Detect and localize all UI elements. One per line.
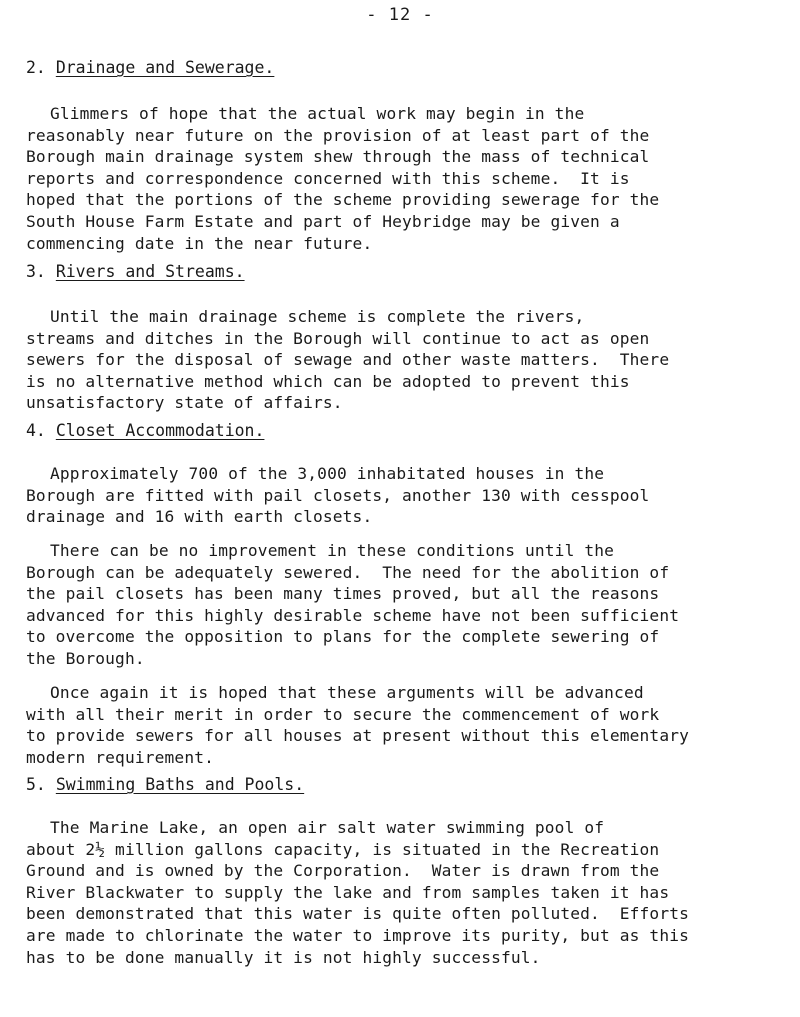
text-line: to provide sewers for all houses at present without this elementary xyxy=(26,726,690,746)
paragraph xyxy=(26,463,796,528)
text-line: with all their merit in order to secure the commencement of work xyxy=(26,704,660,724)
text-line: advanced for this highly desirable scheme have not been sufficient xyxy=(26,605,680,625)
paragraph xyxy=(26,103,796,254)
text-line: Approximately 700 of the 3,000 inhabitated houses in the xyxy=(50,464,605,483)
section-heading-swimming xyxy=(26,774,304,795)
text-line: the Borough. xyxy=(26,648,145,668)
text-line: Until the main drainage scheme is complete the rivers, xyxy=(50,307,585,326)
section-number: 4. xyxy=(26,421,46,440)
page-number: - 12 - xyxy=(366,5,434,25)
text-line: about 2½ million gallons capacity, is situated in the Recreation xyxy=(26,839,660,859)
text-line: been demonstrated that this water is quite often polluted. Efforts xyxy=(26,904,690,924)
text-line: The Marine Lake, an open air salt water swimming pool of xyxy=(50,818,605,837)
paragraph xyxy=(26,682,796,768)
section-title: Swimming Baths and Pools. xyxy=(55,775,305,794)
section-number: 3. xyxy=(26,262,46,281)
text-line: streams and ditches in the Borough will continue to act as open xyxy=(26,328,650,348)
section-title: Rivers and Streams. xyxy=(55,262,245,281)
text-line: Borough main drainage system shew through the mass of technical xyxy=(26,147,650,167)
text-line: is no alternative method which can be adopted to prevent this xyxy=(26,371,630,391)
text-line: modern requirement. xyxy=(26,747,215,767)
text-line: reports and correspondence concerned with this scheme. It is xyxy=(26,168,630,188)
section-title: Drainage and Sewerage. xyxy=(55,58,275,77)
section-heading-drainage xyxy=(26,57,274,78)
text-line: has to be done manually it is not highly successful. xyxy=(26,947,541,967)
text-line: unsatisfactory state of affairs. xyxy=(26,393,343,413)
text-line: reasonably near future on the provision of at least part of the xyxy=(26,125,650,145)
section-number: 5. xyxy=(26,775,46,794)
text-line: River Blackwater to supply the lake and from samples taken it has xyxy=(26,882,670,902)
text-line: Ground and is owned by the Corporation. Water is drawn from the xyxy=(26,861,660,881)
text-line: There can be no improvement in these conditions until the xyxy=(50,541,615,560)
section-number: 2. xyxy=(26,58,46,77)
text-line: the pail closets has been many times proved, but all the reasons xyxy=(26,584,660,604)
text-line: drainage and 16 with earth closets. xyxy=(26,507,373,527)
section-title: Closet Accommodation. xyxy=(55,421,265,440)
text-line: Glimmers of hope that the actual work may begin in the xyxy=(50,104,585,123)
paragraph xyxy=(26,817,796,968)
text-line: are made to chlorinate the water to improve its purity, but as this xyxy=(26,925,690,945)
text-line: South House Farm Estate and part of Heybridge may be given a xyxy=(26,211,620,231)
section-heading-closets xyxy=(26,420,264,441)
text-line: hoped that the portions of the scheme providing sewerage for the xyxy=(26,190,660,210)
paragraph xyxy=(26,306,796,414)
text-line: to overcome the opposition to plans for the complete sewering of xyxy=(26,627,660,647)
section-heading-rivers xyxy=(26,261,245,282)
text-line: Borough are fitted with pail closets, another 130 with cesspool xyxy=(26,485,650,505)
text-line: Borough can be adequately sewered. The need for the abolition of xyxy=(26,562,670,582)
text-line: sewers for the disposal of sewage and other waste matters. There xyxy=(26,350,670,370)
paragraph xyxy=(26,540,796,670)
text-line: Once again it is hoped that these arguments will be advanced xyxy=(50,683,644,702)
text-line: commencing date in the near future. xyxy=(26,233,373,253)
